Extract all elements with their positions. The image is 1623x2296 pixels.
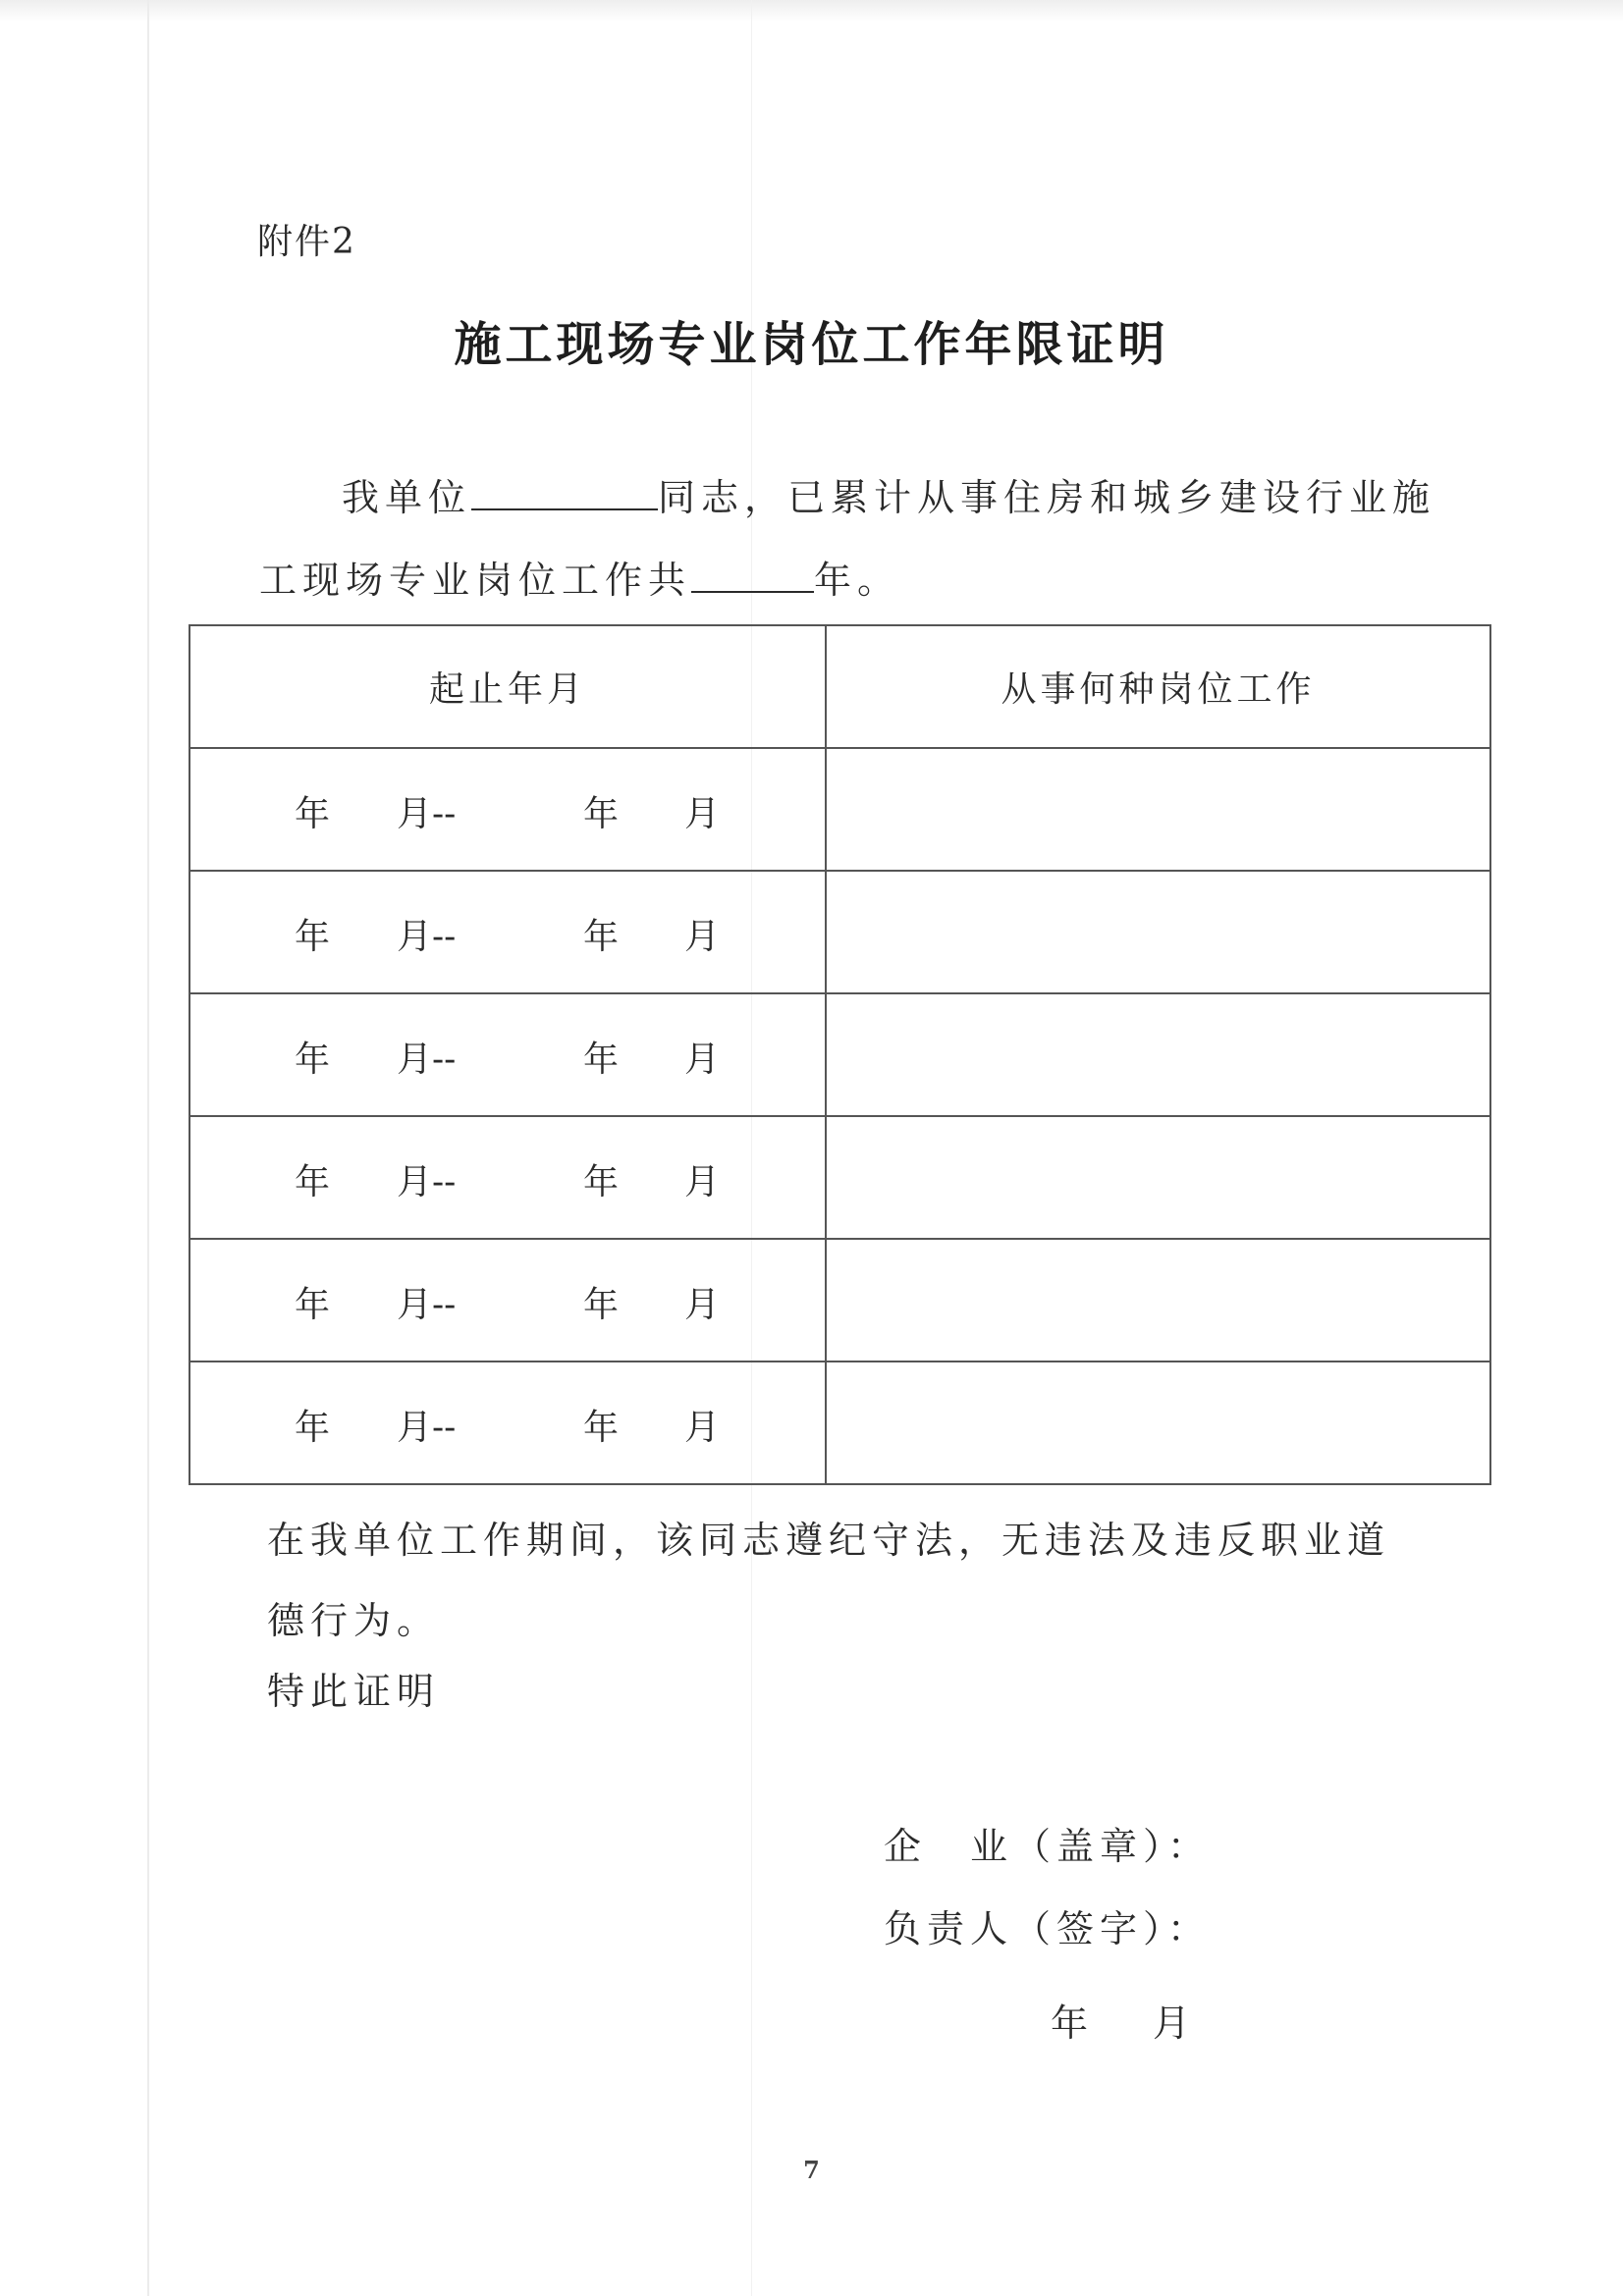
period-cell[interactable]	[189, 871, 826, 993]
position-cell[interactable]	[826, 1362, 1490, 1484]
table-row	[189, 871, 1490, 993]
start-year-label: 年	[295, 794, 331, 834]
responsible-signature-label: 负责人（签字）：	[884, 1907, 1212, 1950]
signature-year-label: 年	[1051, 2002, 1089, 2045]
intro-part-2: 同志，已累计从事住房和城乡建设行业施	[658, 476, 1436, 519]
work-record-table	[189, 624, 1491, 1485]
start-year-label: 年	[295, 1040, 331, 1080]
start-month-label: 月--	[397, 1408, 457, 1448]
signature-month-label: 月	[1153, 2002, 1191, 2045]
end-month-label: 月	[684, 1040, 721, 1080]
end-month-label: 月	[684, 1162, 721, 1202]
start-month-label: 月--	[397, 1040, 457, 1080]
hereby-certify: 特此证明	[267, 1670, 441, 1713]
position-cell[interactable]	[826, 1116, 1490, 1239]
years-blank[interactable]	[691, 558, 814, 593]
start-month-label: 月--	[397, 794, 457, 834]
start-year-label: 年	[295, 1162, 331, 1202]
end-year-label: 年	[583, 917, 620, 957]
end-year-label: 年	[583, 1285, 620, 1325]
header-position: 从事何种岗位工作	[826, 625, 1490, 748]
end-month-label: 月	[684, 794, 721, 834]
start-month-label: 月--	[397, 1285, 457, 1325]
position-cell[interactable]	[826, 1239, 1490, 1362]
table-header-row	[189, 625, 1490, 748]
period-cell[interactable]	[189, 993, 826, 1116]
period-cell[interactable]	[189, 1239, 826, 1362]
end-year-label: 年	[583, 1162, 620, 1202]
company-seal-label: 企 业（盖章）：	[884, 1825, 1212, 1868]
table-row	[189, 1362, 1490, 1484]
start-year-label: 年	[295, 1408, 331, 1448]
end-year-label: 年	[583, 1408, 620, 1448]
end-year-label: 年	[583, 1040, 620, 1080]
position-cell[interactable]	[826, 871, 1490, 993]
period-cell[interactable]	[189, 1116, 826, 1239]
end-year-label: 年	[583, 794, 620, 834]
document-title: 施工现场专业岗位工作年限证明	[454, 317, 1169, 372]
period-cell[interactable]	[189, 1362, 826, 1484]
header-period: 起止年月	[189, 625, 826, 748]
start-year-label: 年	[295, 917, 331, 957]
end-month-label: 月	[684, 1285, 721, 1325]
table-row	[189, 1239, 1490, 1362]
intro-part-3: 工现场专业岗位工作共	[259, 559, 692, 602]
period-cell[interactable]	[189, 748, 826, 871]
end-month-label: 月	[684, 1408, 721, 1448]
start-year-label: 年	[295, 1285, 331, 1325]
table-row	[189, 1116, 1490, 1239]
intro-line-2	[259, 550, 900, 604]
end-month-label: 月	[684, 917, 721, 957]
intro-line-1	[342, 467, 1435, 521]
start-month-label: 月--	[397, 917, 457, 957]
table-row	[189, 993, 1490, 1116]
intro-part-4: 年。	[814, 559, 901, 602]
signature-date	[1051, 1993, 1190, 2047]
attachment-label: 附件2	[257, 222, 356, 262]
page-number: 7	[803, 2156, 820, 2184]
position-cell[interactable]	[826, 748, 1490, 871]
name-blank[interactable]	[471, 475, 658, 510]
scan-top-shadow	[0, 0, 1623, 22]
table-row	[189, 748, 1490, 871]
intro-part-1: 我单位	[342, 476, 472, 519]
conduct-statement: 在我单位工作期间，该同志遵纪守法，无违法及违反职业道德行为。	[267, 1519, 1391, 1642]
start-month-label: 月--	[397, 1162, 457, 1202]
position-cell[interactable]	[826, 993, 1490, 1116]
